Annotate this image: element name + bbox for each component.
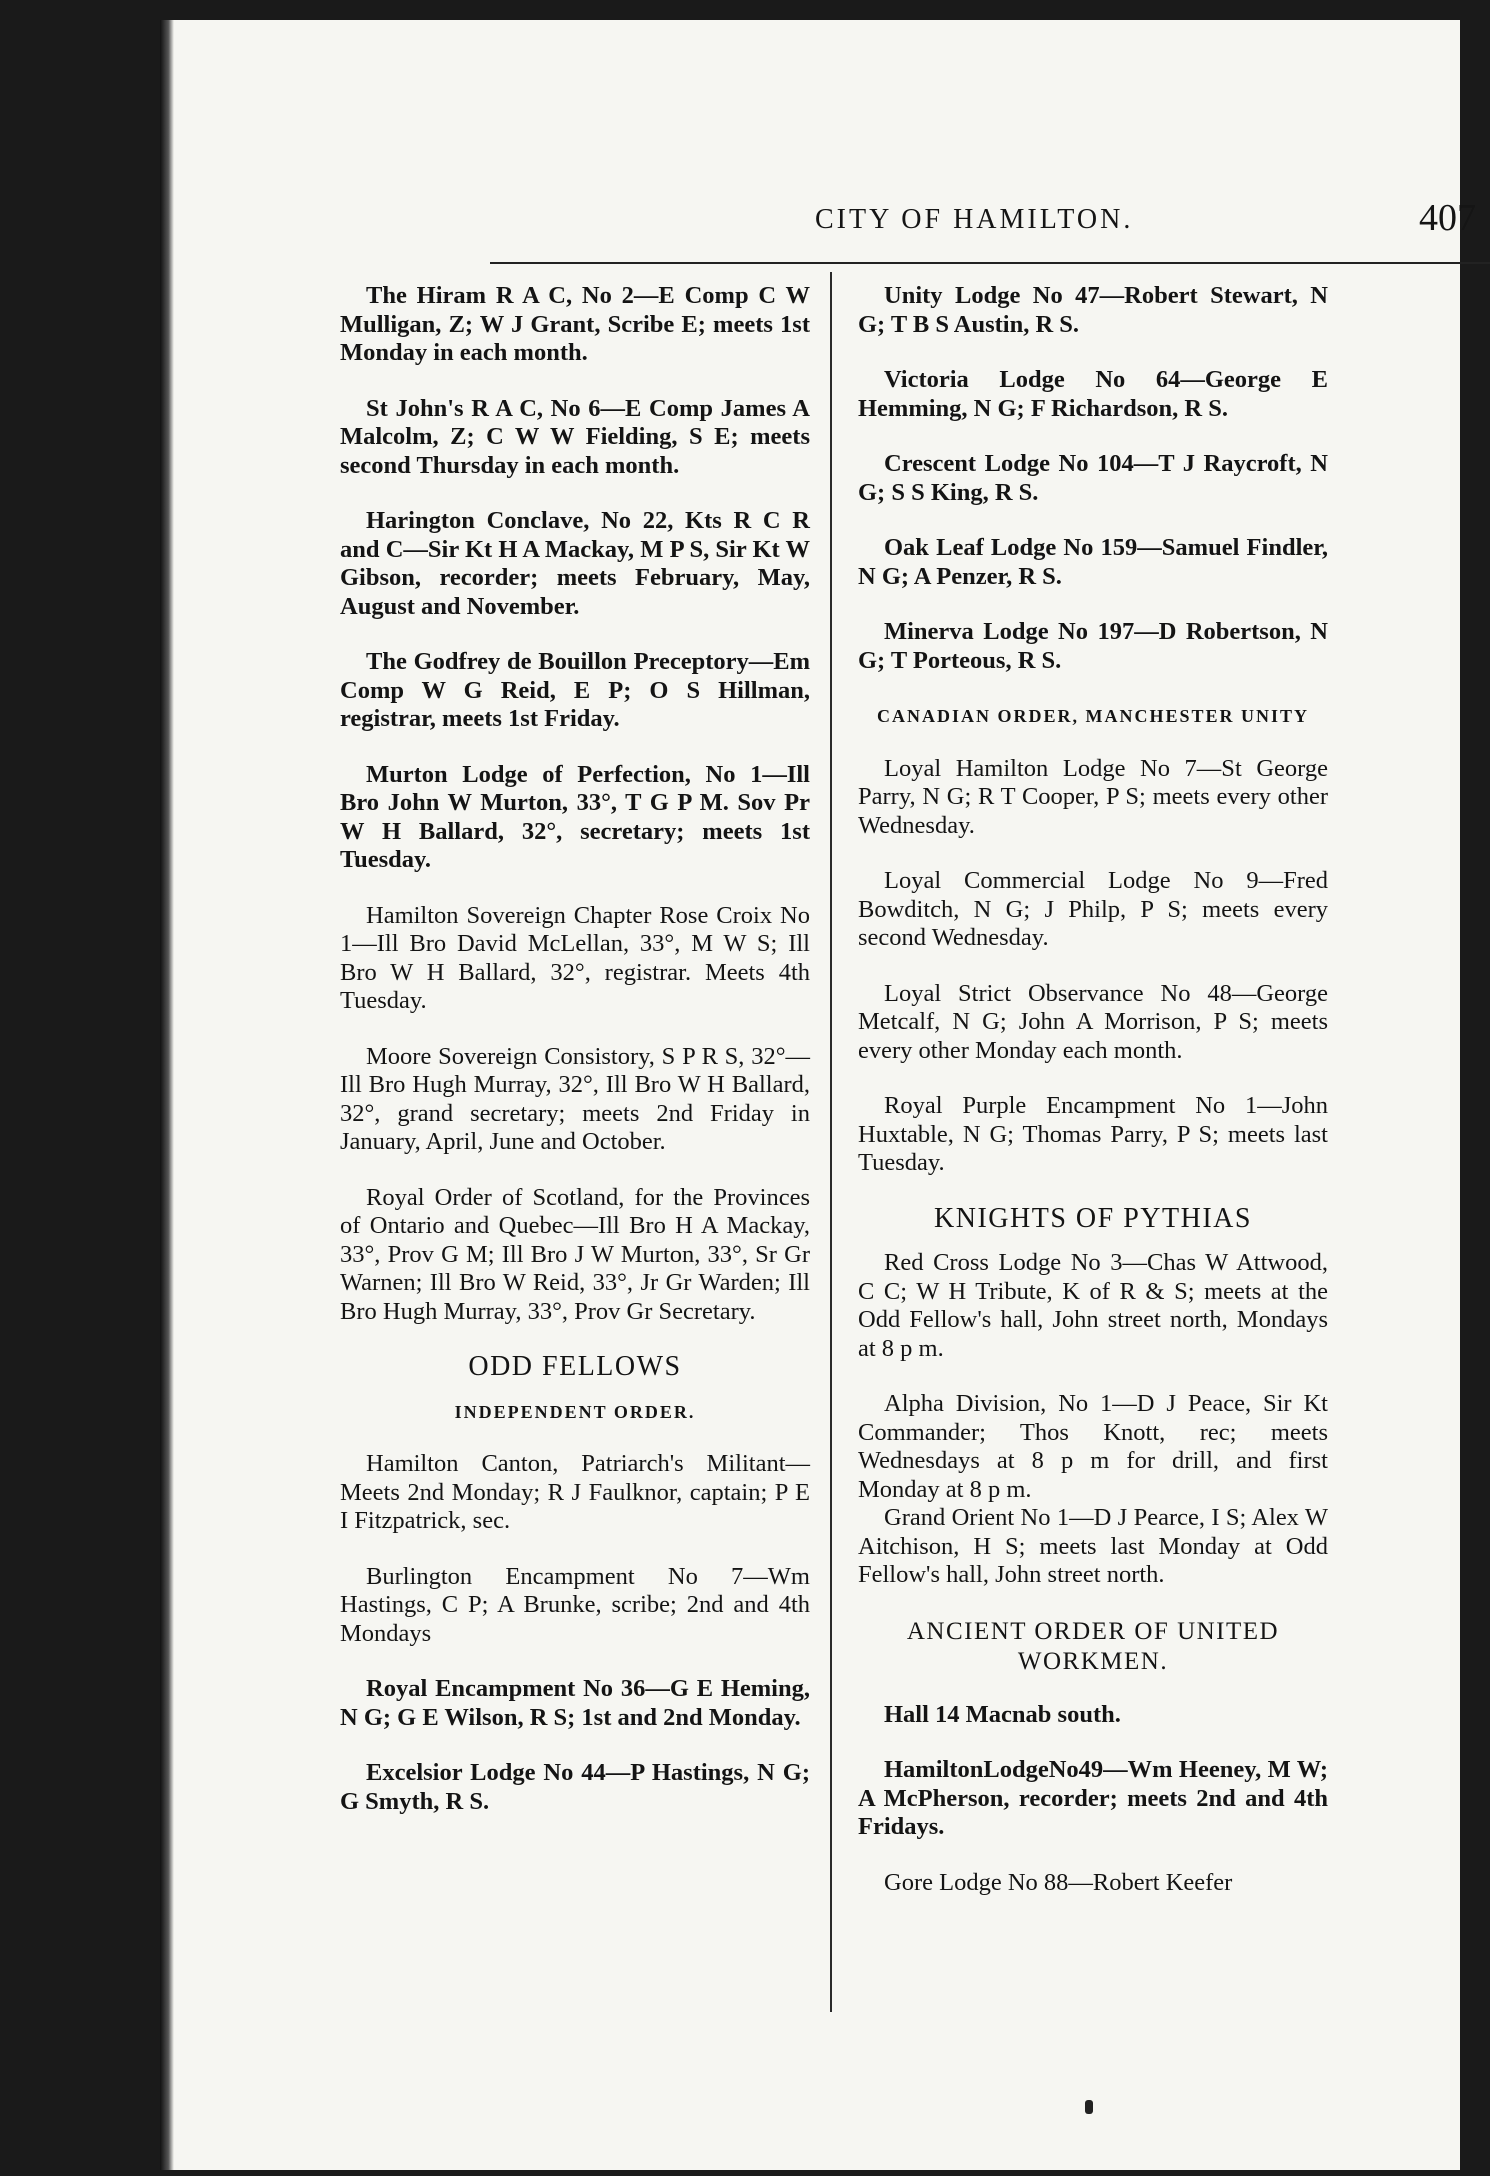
right-column: [858, 282, 1328, 1924]
directory-entry: Hamilton Sovereign Chapter Rose Croix No 1—Ill Bro David McLellan, 33°, M W S; Ill Bro W H Ballard, 32°, registrar. Meets 4th Tuesday.: [340, 901, 810, 1014]
directory-entry: Oak Leaf Lodge No 159—Samuel Findler, N G; A Penzer, R S.: [858, 534, 1328, 590]
directory-entry: Red Cross Lodge No 3—Chas W Attwood, C C; W H Tribute, K of R & S; meets at the Odd Fellow's hall, John street north, Mondays at 8 p m.: [858, 1249, 1328, 1362]
directory-entry: Loyal Commercial Lodge No 9—Fred Bowditch, N G; J Philp, P S; meets every second Wednesday.: [858, 867, 1328, 951]
directory-entry: Grand Orient No 1—D J Pearce, I S; Alex W Aitchison, H S; meets last Monday at Odd Fellow's hall, John street north.: [858, 1504, 1328, 1588]
section-heading: KNIGHTS OF PYTHIAS: [934, 1202, 1252, 1234]
left-column: [340, 282, 810, 1843]
directory-entry: St John's R A C, No 6—E Comp James A Malcolm, Z; C W W Fielding, S E; meets second Thursday in each month.: [340, 394, 810, 479]
directory-entry: Hamilton Canton, Patriarch's Militant—Meets 2nd Monday; R J Faulknor, captain; P E I Fitzpatrick, sec.: [340, 1450, 810, 1534]
directory-entry: Burlington Encampment No 7—Wm Hastings, C P; A Brunke, scribe; 2nd and 4th Mondays: [340, 1562, 810, 1647]
directory-entry: Royal Encampment No 36—G E Heming, N G; G E Wilson, R S; 1st and 2nd Monday.: [340, 1675, 810, 1731]
header-rule: [490, 262, 1490, 264]
directory-entry: Murton Lodge of Perfection, No 1—Ill Bro John W Murton, 33°, T G P M. Sov Pr W H Ballard, 32°, secretary; meets 1st Tuesday.: [340, 760, 810, 873]
page-header: [310, 197, 1480, 252]
page-number: 407: [1419, 197, 1476, 239]
directory-entry: Loyal Hamilton Lodge No 7—St George Parry, N G; R T Cooper, P S; meets every other Wednesday.: [858, 754, 1328, 839]
directory-entry: Royal Order of Scotland, for the Provinces of Ontario and Quebec—Ill Bro H A Mackay, 33°, Prov G M; Ill Bro J W Murton, 33°, Sr Gr Warnen; Ill Bro W Reid, 33°, Jr Gr Warden; Ill Bro Hugh Murray, 33°, Prov Gr Secretary.: [340, 1183, 810, 1325]
directory-entry: Victoria Lodge No 64—George E Hemming, N G; F Richardson, R S.: [858, 366, 1328, 422]
book-page: [160, 20, 1476, 2170]
directory-entry: Excelsior Lodge No 44—P Hastings, N G; G Smyth, R S.: [340, 1759, 810, 1815]
directory-entry: The Hiram R A C, No 2—E Comp C W Mulligan, Z; W J Grant, Scribe E; meets 1st Monday in each month.: [340, 282, 810, 366]
directory-entry: The Godfrey de Bouillon Preceptory—Em Comp W G Reid, E P; O S Hillman, registrar, meets 1st Friday.: [340, 648, 810, 732]
directory-entry: Royal Purple Encampment No 1—John Huxtable, N G; Thomas Parry, P S; meets last Tuesday.: [858, 1092, 1328, 1176]
directory-entry: Unity Lodge No 47—Robert Stewart, N G; T B S Austin, R S.: [858, 282, 1328, 338]
ink-blot: [1085, 2100, 1093, 2114]
directory-entry: Alpha Division, No 1—D J Peace, Sir Kt Commander; Thos Knott, rec; meets Wednesdays at 8 p m for drill, and first Monday at 8 p m.: [858, 1390, 1328, 1503]
section-heading: ANCIENT ORDER OF UNITED WORKMEN.: [906, 1617, 1280, 1675]
directory-entry: Crescent Lodge No 104—T J Raycroft, N G; S S King, R S.: [858, 450, 1328, 506]
subsection-heading: CANADIAN ORDER, MANCHESTER UNITY: [876, 706, 1310, 726]
section-heading: ODD FELLOWS: [468, 1351, 682, 1382]
running-title: CITY OF HAMILTON.: [815, 204, 1134, 235]
directory-entry: Gore Lodge No 88—Robert Keefer: [884, 1868, 1233, 1896]
directory-entry: HamiltonLodgeNo49—Wm Heeney, M W; A McPherson, recorder; meets 2nd and 4th Fridays.: [858, 1756, 1328, 1840]
directory-entry: Hall 14 Macnab south.: [884, 1700, 1121, 1728]
directory-entry: Minerva Lodge No 197—D Robertson, N G; T Porteous, R S.: [858, 618, 1328, 674]
directory-entry: Loyal Strict Observance No 48—George Metcalf, N G; John A Morrison, P S; meets every other Monday each month.: [858, 979, 1328, 1064]
directory-entry: Moore Sovereign Consistory, S P R S, 32°—Ill Bro Hugh Murray, 32°, Ill Bro W H Ballard, 32°, grand secretary; meets 2nd Friday in January, April, June and October.: [340, 1042, 810, 1155]
directory-entry: Harington Conclave, No 22, Kts R C R and C—Sir Kt H A Mackay, M P S, Sir Kt W Gibson, recorder; meets February, May, August and November.: [340, 507, 810, 620]
subsection-heading: INDEPENDENT ORDER.: [454, 1401, 696, 1422]
column-divider: [830, 272, 832, 2012]
